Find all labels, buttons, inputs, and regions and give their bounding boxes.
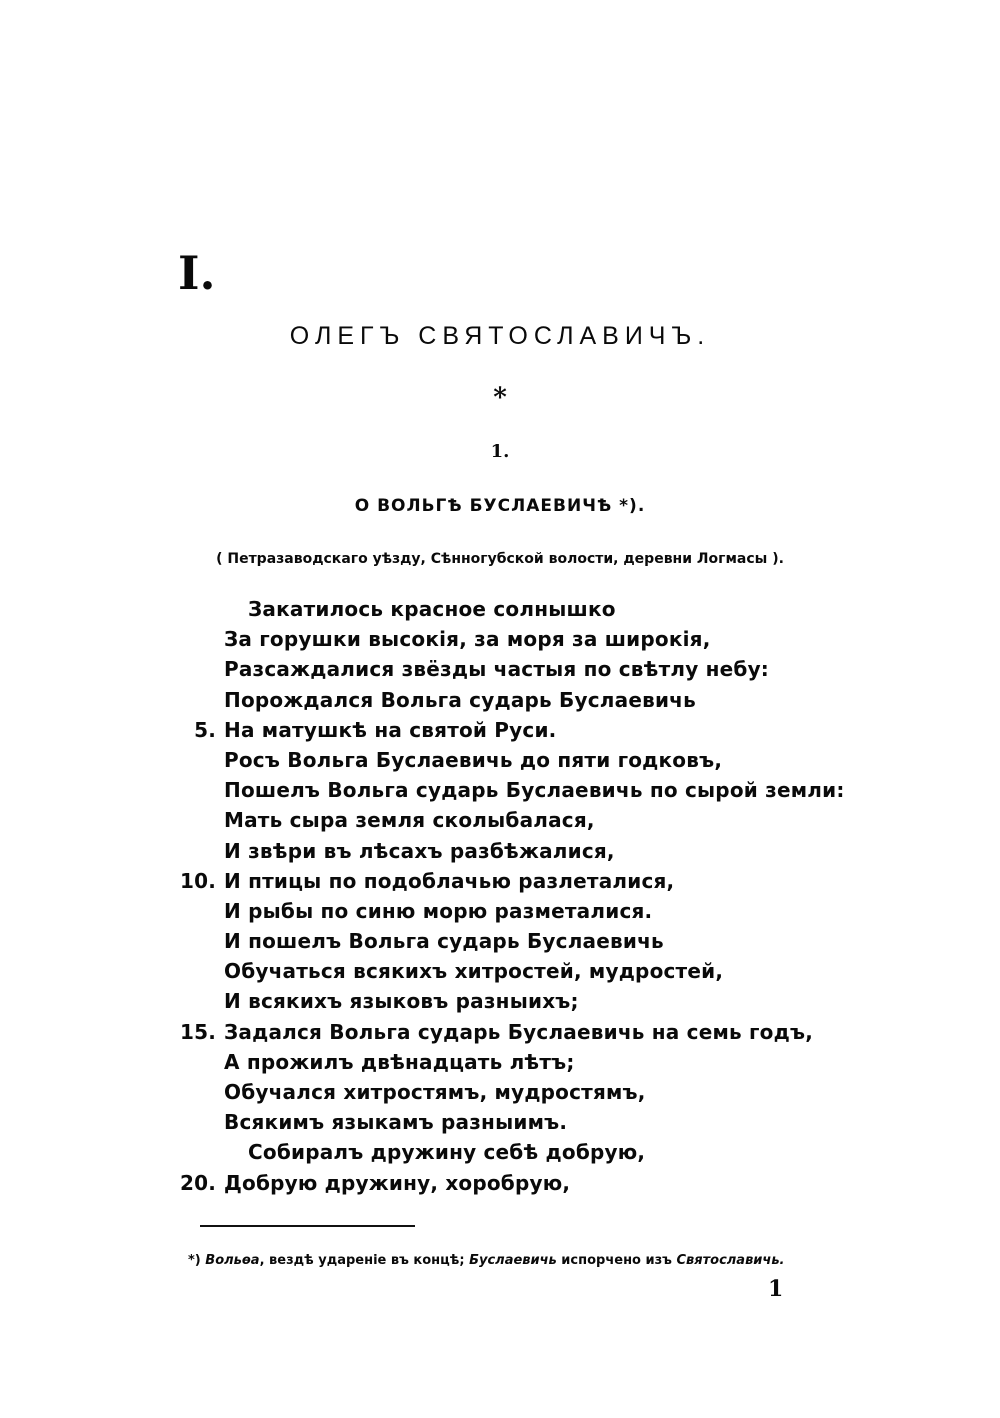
verse-line bbox=[0, 959, 1000, 989]
verse-line bbox=[0, 627, 1000, 657]
chapter-title: ОЛЕГЪ СВЯТОСЛАВИЧЪ. bbox=[289, 322, 711, 350]
line-text: И пошелъ Вольга сударь Буслаевичь bbox=[224, 929, 664, 954]
verse-line bbox=[0, 869, 1000, 899]
line-number: 15. bbox=[179, 1019, 216, 1044]
line-text: Разсаждалися звёзды частыя по свѣтлу небу: bbox=[224, 657, 770, 682]
line-text: Всякимъ языкамъ разныимъ. bbox=[224, 1110, 568, 1135]
line-number: 10. bbox=[179, 868, 216, 893]
song-number: 1. bbox=[490, 441, 510, 462]
song-subtitle: ( Петразаводскаго уѣзду, Сѣнногубской волости, деревни Логмасы ). bbox=[216, 551, 784, 567]
footnote-marker: *) bbox=[188, 1253, 201, 1268]
line-text: Мать сыра земля сколыбалася, bbox=[224, 808, 595, 833]
part-numeral: I. bbox=[178, 246, 216, 300]
song-title: О ВОЛЬГѢ БУСЛАЕВИЧѢ *). bbox=[354, 496, 646, 516]
line-text: Задался Вольга сударь Буслаевичь на семь годъ, bbox=[224, 1019, 813, 1044]
verse-line bbox=[0, 778, 1000, 808]
line-text: И птицы по подоблачью разлеталися, bbox=[224, 868, 675, 893]
line-text: И рыбы по синю морю разметалися. bbox=[224, 898, 653, 923]
verse-line bbox=[0, 748, 1000, 778]
line-text: А прожилъ двѣнадцать лѣтъ; bbox=[224, 1049, 575, 1074]
line-text: Закатилось красное солнышко bbox=[248, 597, 616, 621]
verse-line bbox=[0, 657, 1000, 687]
verse-line bbox=[0, 808, 1000, 838]
verse-line bbox=[0, 1080, 1000, 1110]
verse-line bbox=[0, 839, 1000, 869]
line-text: Обучаться всякихъ хитростей, мудростей, bbox=[224, 959, 724, 984]
line-text: Порождался Вольга сударь Буслаевичь bbox=[224, 687, 696, 712]
line-text: Собиралъ дружину себѣ добрую, bbox=[248, 1140, 646, 1165]
line-text: За горушки высокія, за моря за широкія, bbox=[224, 627, 711, 652]
footnote-text: испорчено изъ bbox=[561, 1253, 672, 1268]
verse-line bbox=[0, 1171, 1000, 1201]
verse-line bbox=[0, 597, 1000, 627]
line-text: Росъ Вольга Буслаевичь до пяти годковъ, bbox=[224, 747, 723, 772]
asterism: * bbox=[493, 383, 507, 413]
page-number: 1 bbox=[768, 1276, 784, 1302]
verse-line bbox=[0, 929, 1000, 959]
line-text: И звѣри въ лѣсахъ разбѣжалися, bbox=[224, 838, 615, 863]
line-text: Пошелъ Вольга сударь Буслаевичь по сырой земли: bbox=[224, 778, 845, 803]
verse-line bbox=[0, 718, 1000, 748]
verse-line bbox=[0, 899, 1000, 929]
verse-line bbox=[0, 989, 1000, 1019]
line-number: 5. bbox=[194, 717, 216, 742]
line-text: Добрую дружину, хоробрую, bbox=[224, 1170, 571, 1195]
verse-line bbox=[0, 1110, 1000, 1140]
footnote-word-svyatoslavich: Святославичь. bbox=[676, 1253, 785, 1268]
verse-line bbox=[0, 1020, 1000, 1050]
line-text: И всякихъ языковъ разныихъ; bbox=[224, 989, 579, 1014]
footnote-text: , вездѣ удареніе въ концѣ; bbox=[259, 1253, 465, 1268]
line-number: 20. bbox=[179, 1170, 216, 1195]
footnote bbox=[188, 1253, 784, 1268]
footnote-word-buslaevich: Буслаевичь bbox=[469, 1253, 557, 1268]
verse-line bbox=[0, 1050, 1000, 1080]
line-text: На матушкѣ на святой Руси. bbox=[224, 717, 557, 742]
verse-line bbox=[0, 1140, 1000, 1170]
verse-line bbox=[0, 688, 1000, 718]
footnote-word-volga: Вольѳа bbox=[205, 1253, 260, 1268]
footnote-divider bbox=[200, 1225, 415, 1227]
verse bbox=[0, 597, 1000, 1201]
line-text: Обучался хитростямъ, мудростямъ, bbox=[224, 1080, 646, 1104]
